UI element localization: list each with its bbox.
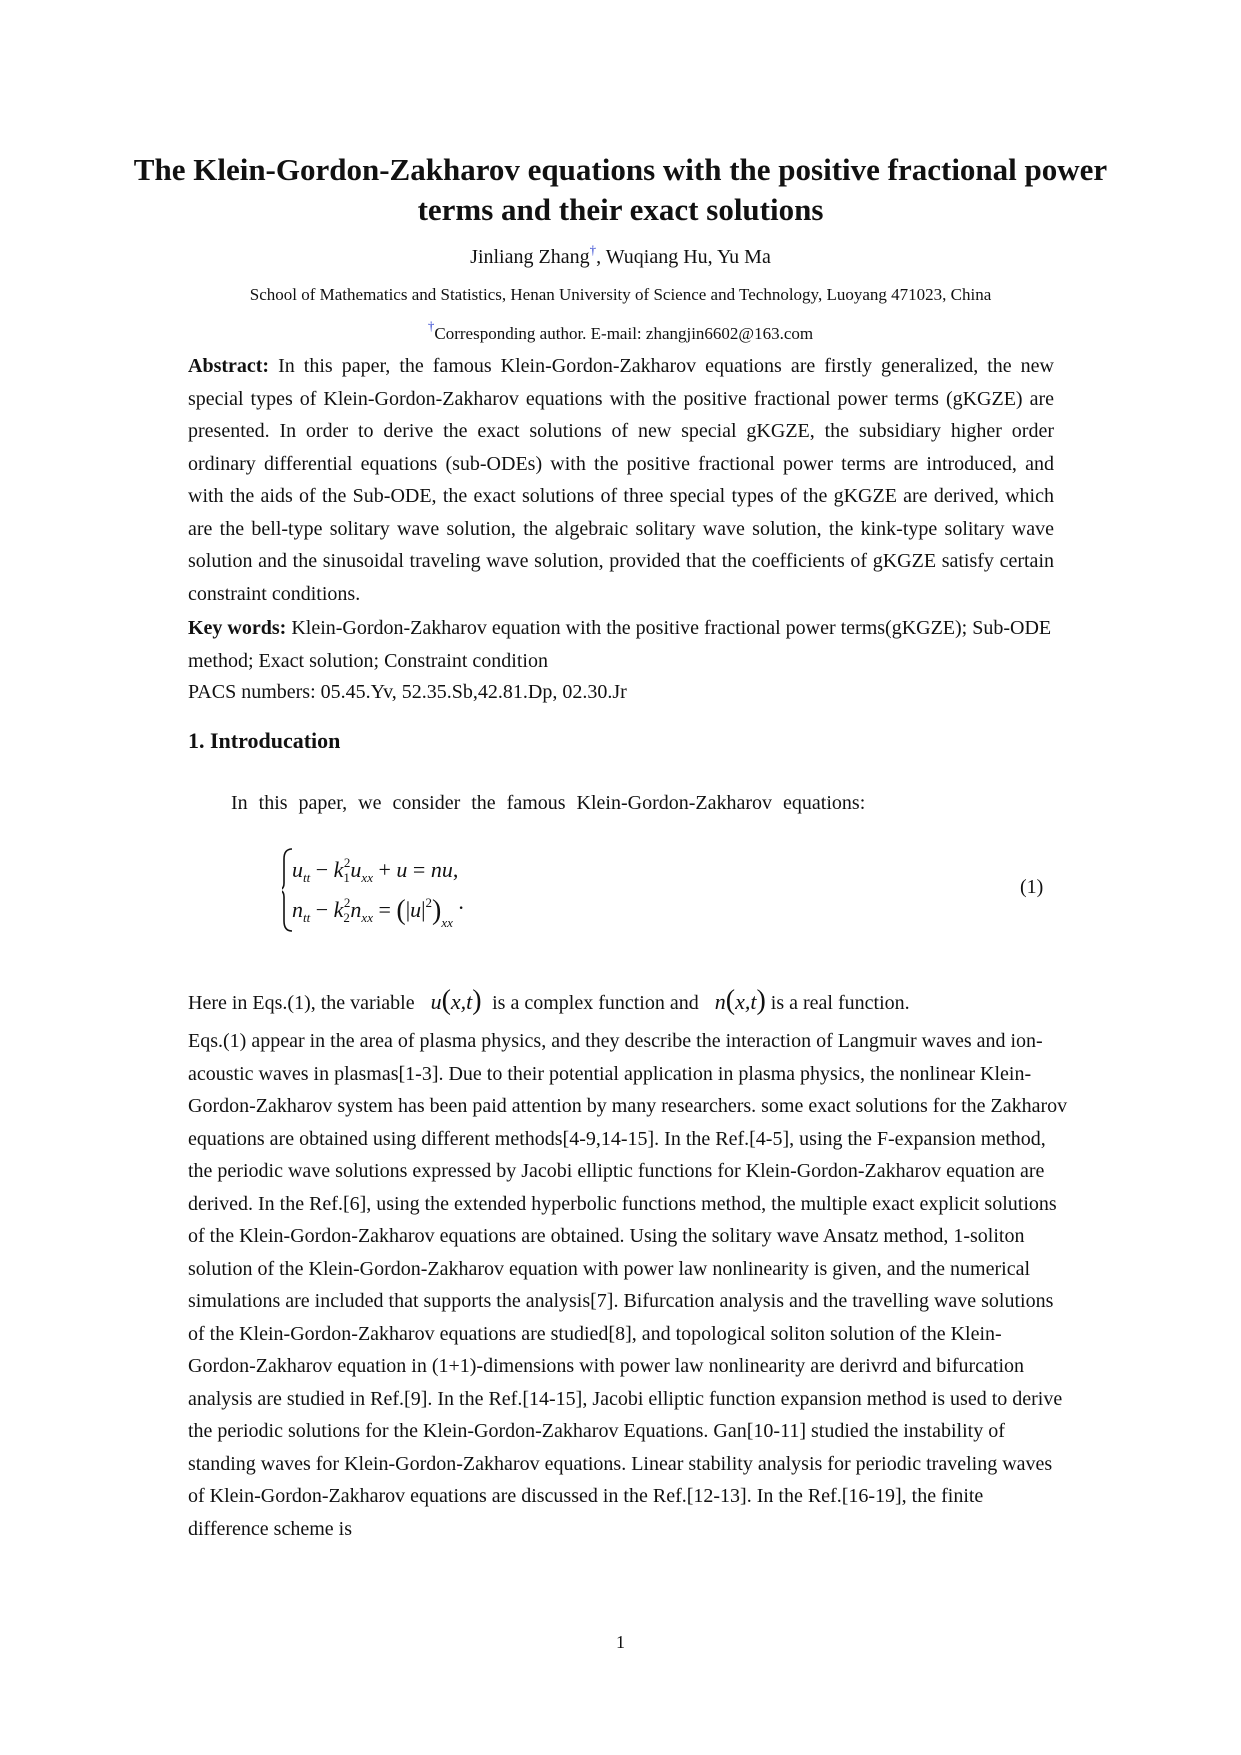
intro-lead: In this paper, we consider the famous Klein-Gordon-Zakharov equations: [231, 792, 866, 814]
corresponding-text: Corresponding author. E-mail: zhangjin6602@163.com [434, 324, 814, 343]
n-of-xt: n(x,t) [703, 985, 766, 1016]
abstract [188, 350, 1054, 610]
keywords-text: Klein-Gordon-Zakharov equation with the positive fractional power terms(gKGZE); Sub-ODE method; Exact solution; Constraint condition [188, 617, 1052, 672]
page-number: 1 [616, 1632, 625, 1652]
here-suffix: is a real function. [770, 992, 910, 1014]
keywords-label: Key words: [188, 617, 287, 639]
dagger-mark: † [589, 242, 597, 257]
u-of-xt: u(x,t) [419, 985, 482, 1016]
equation-line-1: $u_{tt} - k_12u_{xx} + u$ = nu, [292, 855, 459, 885]
equation-line-2: $n_{tt} - k_22n_{xx} = (|u|^2)_{xx}$ . [292, 889, 464, 930]
here-mid: is a complex function and [492, 992, 699, 1014]
keywords [188, 612, 1068, 677]
intro-paragraph: Eqs.(1) appear in the area of plasma physics, and they describe the interaction of Langmuir waves and ion-acoustic waves in plasmas[1-3]. Due to their potential application in plasma physics, the nonlinear Klein-Gordon-Zakharov system has been paid attention by many researchers. some exact solutions for the Zakharov equations are obtained using different methods[4-9,14-15]. In the Ref.[4-5], using the F-expansion method, the periodic wave solutions expressed by Jacobi elliptic functions for Klein-Gordon-Zakharov equation are derived. In the Ref.[6], using the extended hyperbolic functions method, the multiple exact explicit solutions of the Klein-Gordon-Zakharov equations are obtained. Using the solitary wave Ansatz method, 1-soliton solution of the Klein-Gordon-Zakharov equation with power law nonlinearity is given, and the numerical simulations are included that supports the analysis[7]. Bifurcation analysis and the travelling wave solutions of the Klein-Gordon-Zakharov equations are studied[8], and topological soliton solution of the Klein-Gordon-Zakharov equation in (1+1)-dimensions with power law nonlinearity are derivrd and bifurcation analysis are studied in Ref.[9]. In the Ref.[14-15], Jacobi elliptic function expansion method is used to derive the periodic solutions for the Klein-Gordon-Zakharov Equations. Gan[10-11] studied the instability of standing waves for Klein-Gordon-Zakharov equations. Linear stability analysis for periodic traveling waves of Klein-Gordon-Zakharov equations are discussed in the Ref.[12-13]. In the Ref.[16-19], the finite difference scheme is [188, 1030, 1068, 1540]
dagger-mark-corr: † [427, 318, 435, 333]
equation-system [282, 845, 542, 935]
abstract-label: Abstract: [188, 355, 270, 377]
affiliation: School of Mathematics and Statistics, Henan University of Science and Technology, Luoyang 471023, China [249, 285, 992, 304]
author-first: Jinliang Zhang [470, 246, 590, 268]
section-heading: 1. Introducation [188, 728, 341, 753]
corresponding-author [0, 318, 1241, 344]
paper-title: The Klein-Gordon-Zakharov equations with the positive fractional power terms and their exact solutions [133, 152, 1108, 227]
equation-number: (1) [1020, 876, 1044, 898]
author-rest: , Wuqiang Hu, Yu Ma [596, 246, 771, 268]
abstract-text: In this paper, the famous Klein-Gordon-Zakharov equations are firstly generalized, the new special types of Klein-Gordon-Zakharov equations with the positive fractional power terms (gKGZE) are presented. In order to derive the exact solutions of new special gKGZE, the subsidiary higher order ordinary differential equations (sub-ODEs) with the positive fractional power terms are introduced, and with the aids of the Sub-ODE, the exact solutions of three special types of the gKGZE are derived, which are the bell-type solitary wave solution, the algebraic solitary wave solution, the kink-type solitary wave solution and the sinusoidal traveling wave solution, provided that the coefficients of gKGZE satisfy certain constraint conditions. [188, 355, 1054, 605]
pacs-numbers: PACS numbers: 05.45.Yv, 52.35.Sb,42.81.Dp, 02.30.Jr [188, 681, 627, 703]
here-prefix: Here in Eqs.(1), the variable [188, 992, 415, 1014]
equation-brace [282, 849, 292, 931]
variable-description [188, 985, 910, 1017]
author-list [0, 242, 1241, 269]
